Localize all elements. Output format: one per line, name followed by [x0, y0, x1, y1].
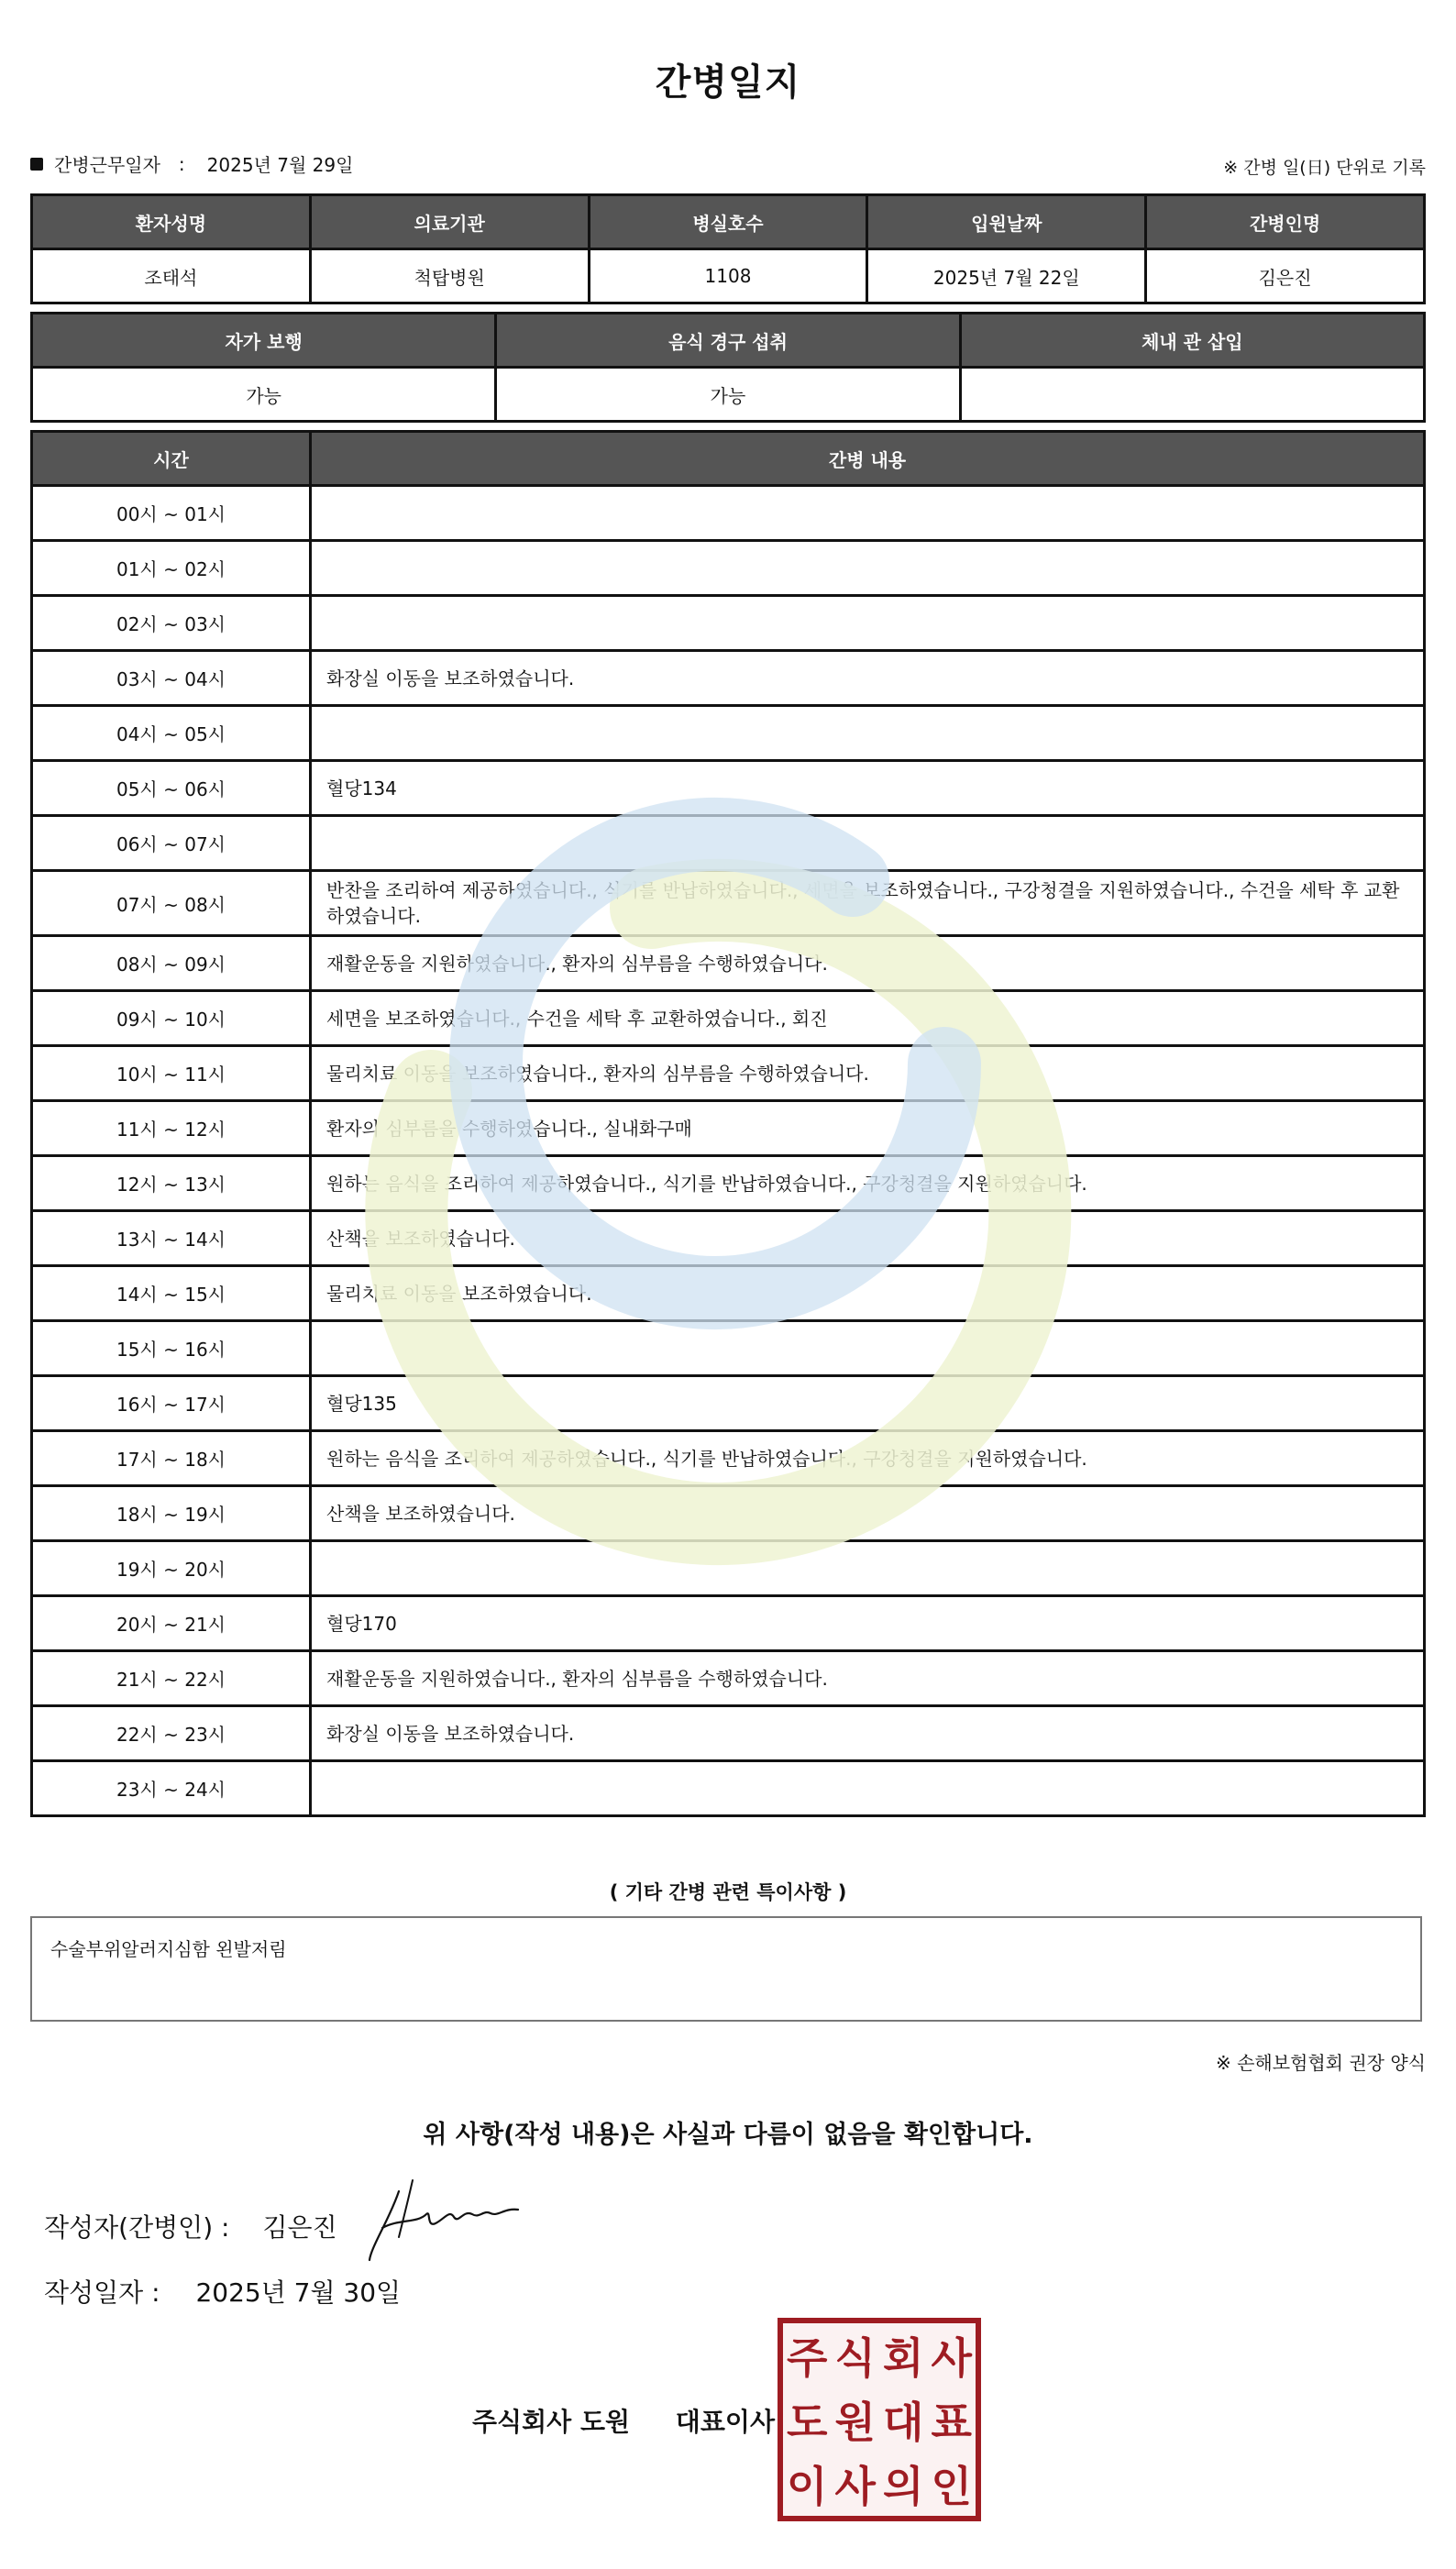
special-notes-title: ( 기타 간병 관련 특이사항 ): [609, 1881, 847, 1903]
log-note: [311, 596, 1425, 651]
table-row: [32, 1541, 1425, 1596]
write-date-label: 작성일자 :: [44, 2277, 160, 2308]
tube-insertion-value: [960, 368, 1424, 422]
log-time: 09시 ~ 10시: [32, 991, 311, 1046]
log-note: 혈당134: [311, 761, 1425, 816]
log-note: [311, 816, 1425, 871]
header-admission-date: 입원날짜: [867, 195, 1146, 249]
handwritten-signature: [362, 2173, 527, 2265]
care-log-table: [30, 430, 1426, 1817]
table-row: [32, 1706, 1425, 1761]
hospital-name: 척탑병원: [310, 249, 589, 303]
log-note: [311, 1541, 1425, 1596]
log-time: 01시 ~ 02시: [32, 541, 311, 596]
admission-date: 2025년 7월 22일: [867, 249, 1146, 303]
log-note: 환자의 심부름을 수행하였습니다., 실내화구매: [311, 1101, 1425, 1156]
header-tube-insertion: 체내 관 삽입: [960, 314, 1424, 368]
log-note: [311, 541, 1425, 596]
header-self-walking: 자가 보행: [32, 314, 496, 368]
log-note: [311, 486, 1425, 541]
log-note: 산책을 보조하였습니다.: [311, 1211, 1425, 1266]
daily-record-note: ※ 간병 일(日) 단위로 기록: [1223, 158, 1426, 178]
special-notes-text: 수술부위알러지심함 왼발저림: [50, 1938, 287, 1960]
table-row: [32, 651, 1425, 706]
table-row: [32, 1761, 1425, 1816]
confirmation-statement: 위 사항(작성 내용)은 사실과 다름이 없음을 확인합니다.: [423, 2121, 1033, 2149]
log-note: [311, 1761, 1425, 1816]
table-row: [32, 486, 1425, 541]
log-time: 00시 ~ 01시: [32, 486, 311, 541]
seal-character: 도: [787, 2398, 828, 2447]
log-time: 14시 ~ 15시: [32, 1266, 311, 1321]
log-note: 화장실 이동을 보조하였습니다.: [311, 651, 1425, 706]
square-bullet-icon: [30, 158, 43, 171]
caregiver-name: 김은진: [1146, 249, 1425, 303]
log-time: 21시 ~ 22시: [32, 1651, 311, 1706]
log-note: 재활운동을 지원하였습니다., 환자의 심부름을 수행하였습니다.: [311, 936, 1425, 991]
header-oral-intake: 음식 경구 섭취: [496, 314, 960, 368]
table-row: [32, 1376, 1425, 1431]
header-room-number: 병실호수: [589, 195, 867, 249]
table-row: [32, 761, 1425, 816]
oral-intake-value: 가능: [496, 368, 960, 422]
table-row: [32, 1321, 1425, 1376]
log-time: 02시 ~ 03시: [32, 596, 311, 651]
log-time: 11시 ~ 12시: [32, 1101, 311, 1156]
seal-character: 사: [834, 2462, 876, 2511]
log-time: 04시 ~ 05시: [32, 706, 311, 761]
seal-character: 의: [883, 2462, 924, 2511]
document-title: 간병일지: [655, 61, 801, 104]
form-source-note: ※ 손해보험협회 권장 양식: [1215, 2052, 1426, 2074]
log-note: 산책을 보조하였습니다.: [311, 1486, 1425, 1541]
table-row: [32, 1431, 1425, 1486]
log-note: 세면을 보조하였습니다., 수건을 세탁 후 교환하였습니다., 회진: [311, 991, 1425, 1046]
header-care-content: 간병 내용: [311, 432, 1425, 486]
patient-name: 조태석: [32, 249, 311, 303]
log-time: 10시 ~ 11시: [32, 1046, 311, 1101]
table-row: [32, 541, 1425, 596]
company-signature-line: [472, 2402, 775, 2439]
seal-character: 회: [883, 2333, 924, 2383]
table-row: [32, 1596, 1425, 1651]
seal-character: 식: [834, 2333, 876, 2383]
log-time: 22시 ~ 23시: [32, 1706, 311, 1761]
seal-character: 이: [787, 2462, 828, 2511]
log-time: 05시 ~ 06시: [32, 761, 311, 816]
patient-status-table: [30, 312, 1426, 423]
log-time: 19시 ~ 20시: [32, 1541, 311, 1596]
log-note: [311, 706, 1425, 761]
table-row: [32, 1266, 1425, 1321]
log-note: 물리치료 이동을 보조하였습니다., 환자의 심부름을 수행하였습니다.: [311, 1046, 1425, 1101]
patient-info-table: [30, 193, 1426, 304]
special-notes-box: [30, 1916, 1422, 2022]
seal-character: 대: [883, 2398, 924, 2447]
header-time: 시간: [32, 432, 311, 486]
log-time: 12시 ~ 13시: [32, 1156, 311, 1211]
header-patient-name: 환자성명: [32, 195, 311, 249]
write-date-row: [44, 2273, 401, 2310]
representative-title: 대표이사: [675, 2407, 775, 2437]
duty-date-separator: :: [178, 152, 185, 175]
writer-label: 작성자(간병인) :: [44, 2212, 230, 2243]
log-note: 물리치료 이동을 보조하였습니다.: [311, 1266, 1425, 1321]
log-note: 재활운동을 지원하였습니다., 환자의 심부름을 수행하였습니다.: [311, 1651, 1425, 1706]
log-time: 13시 ~ 14시: [32, 1211, 311, 1266]
log-time: 23시 ~ 24시: [32, 1761, 311, 1816]
log-time: 15시 ~ 16시: [32, 1321, 311, 1376]
table-row: [32, 706, 1425, 761]
table-row: [32, 1156, 1425, 1211]
writer-name: 김은진: [262, 2212, 337, 2243]
table-row: [32, 991, 1425, 1046]
log-note: 반찬을 조리하여 제공하였습니다., 식기를 반납하였습니다., 세면을 보조하였습니다., 구강청결을 지원하였습니다., 수건을 세탁 후 교환하였습니다.: [311, 871, 1425, 936]
log-time: 06시 ~ 07시: [32, 816, 311, 871]
log-time: 16시 ~ 17시: [32, 1376, 311, 1431]
log-time: 08시 ~ 09시: [32, 936, 311, 991]
table-row: [32, 816, 1425, 871]
log-time: 07시 ~ 08시: [32, 871, 311, 936]
log-note: 혈당135: [311, 1376, 1425, 1431]
seal-character: 표: [931, 2398, 972, 2447]
duty-date-value: 2025년 7월 29일: [206, 154, 354, 176]
log-note: 화장실 이동을 보조하였습니다.: [311, 1706, 1425, 1761]
log-note: 원하는 음식을 조리하여 제공하였습니다., 식기를 반납하였습니다., 구강청결을 지원하였습니다.: [311, 1431, 1425, 1486]
table-row: [32, 596, 1425, 651]
seal-character: 주: [787, 2333, 828, 2383]
log-time: 03시 ~ 04시: [32, 651, 311, 706]
writer-row: [44, 2208, 337, 2244]
log-note: 원하는 음식을 조리하여 제공하였습니다., 식기를 반납하였습니다., 구강청결을 지원하였습니다.: [311, 1156, 1425, 1211]
duty-date-row: [30, 150, 1426, 182]
seal-character: 인: [931, 2462, 972, 2511]
self-walking-value: 가능: [32, 368, 496, 422]
log-note: [311, 1321, 1425, 1376]
duty-date-label: 간병근무일자: [54, 154, 160, 176]
log-time: 18시 ~ 19시: [32, 1486, 311, 1541]
table-row: [32, 1046, 1425, 1101]
company-seal-stamp: [778, 2318, 981, 2521]
table-row: [32, 1211, 1425, 1266]
log-time: 20시 ~ 21시: [32, 1596, 311, 1651]
table-row: [32, 1486, 1425, 1541]
company-name: 주식회사 도원: [472, 2407, 631, 2437]
log-time: 17시 ~ 18시: [32, 1431, 311, 1486]
table-row: [32, 1101, 1425, 1156]
table-row: [32, 936, 1425, 991]
table-row: [32, 871, 1425, 936]
header-hospital: 의료기관: [310, 195, 589, 249]
table-row: [32, 1651, 1425, 1706]
seal-character: 원: [834, 2398, 876, 2447]
seal-character: 사: [931, 2333, 972, 2383]
log-note: 혈당170: [311, 1596, 1425, 1651]
room-number: 1108: [589, 249, 867, 303]
header-caregiver-name: 간병인명: [1146, 195, 1425, 249]
write-date-value: 2025년 7월 30일: [195, 2277, 402, 2308]
